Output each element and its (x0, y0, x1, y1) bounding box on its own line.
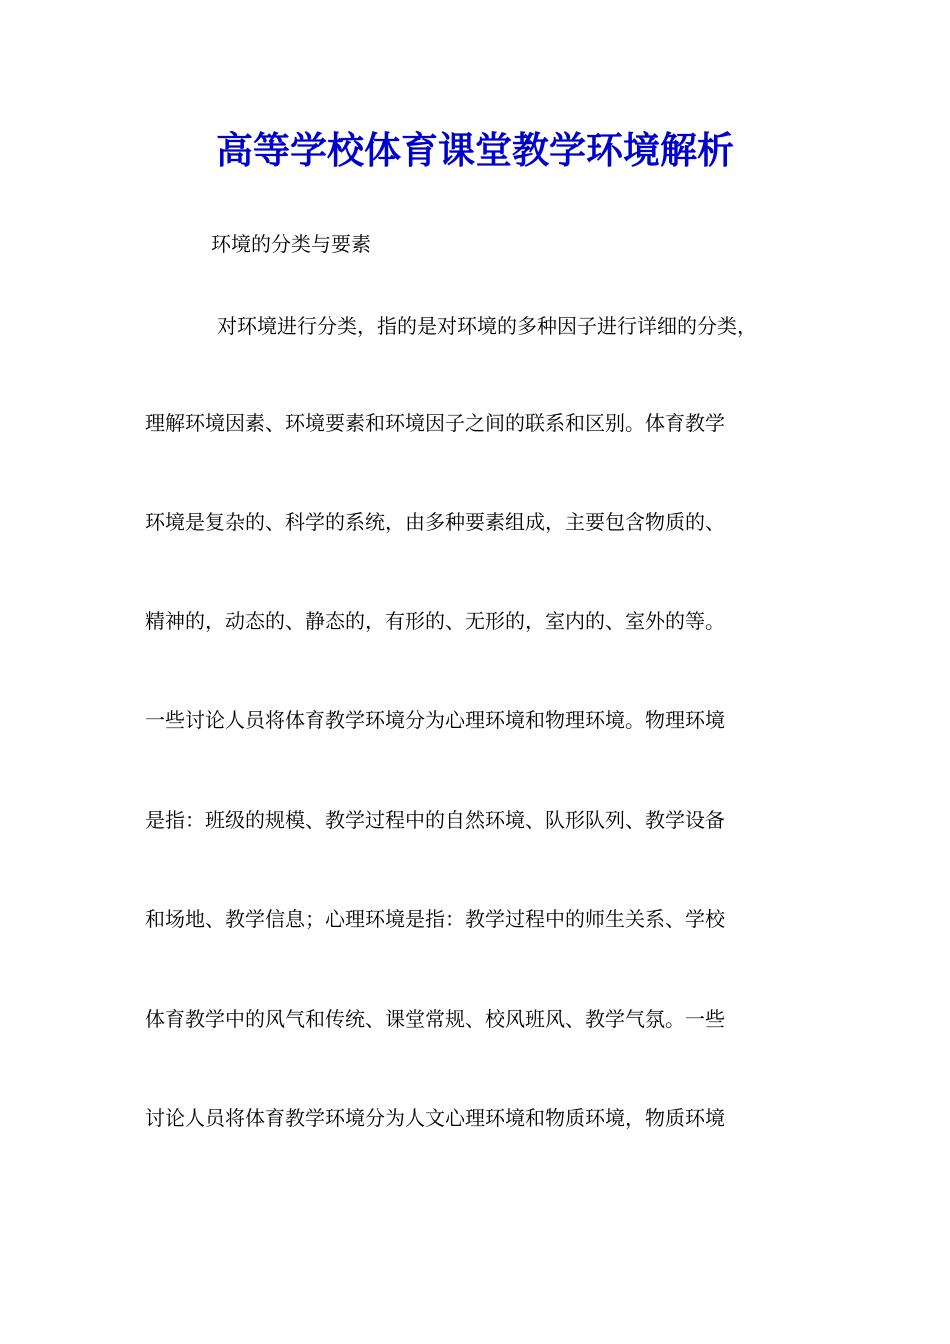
paragraph-line: 精神的，动态的、静态的，有形的、无形的，室内的、室外的等。 (145, 609, 725, 633)
paragraph-line: 和场地、教学信息；心理环境是指：教学过程中的师生关系、学校 (145, 907, 725, 931)
document-title: 高等学校体育课堂教学环境解析 (216, 128, 734, 172)
paragraph-line: 对环境进行分类，指的是对环境的多种因子进行详细的分类， (217, 314, 757, 338)
section-heading: 环境的分类与要素 (211, 232, 371, 256)
paragraph-line: 环境是复杂的、科学的系统，由多种要素组成，主要包含物质的、 (145, 510, 725, 534)
paragraph-line: 是指：班级的规模、教学过程中的自然环境、队形队列、教学设备 (145, 808, 725, 832)
paragraph-line: 理解环境因素、环境要素和环境因子之间的联系和区别。体育教学 (145, 411, 725, 435)
paragraph-line: 讨论人员将体育教学环境分为人文心理环境和物质环境，物质环境 (145, 1106, 725, 1130)
paragraph-line: 体育教学中的风气和传统、课堂常规、校风班风、教学气氛。一些 (145, 1007, 725, 1031)
paragraph-line: 一些讨论人员将体育教学环境分为心理环境和物理环境。物理环境 (145, 708, 725, 732)
